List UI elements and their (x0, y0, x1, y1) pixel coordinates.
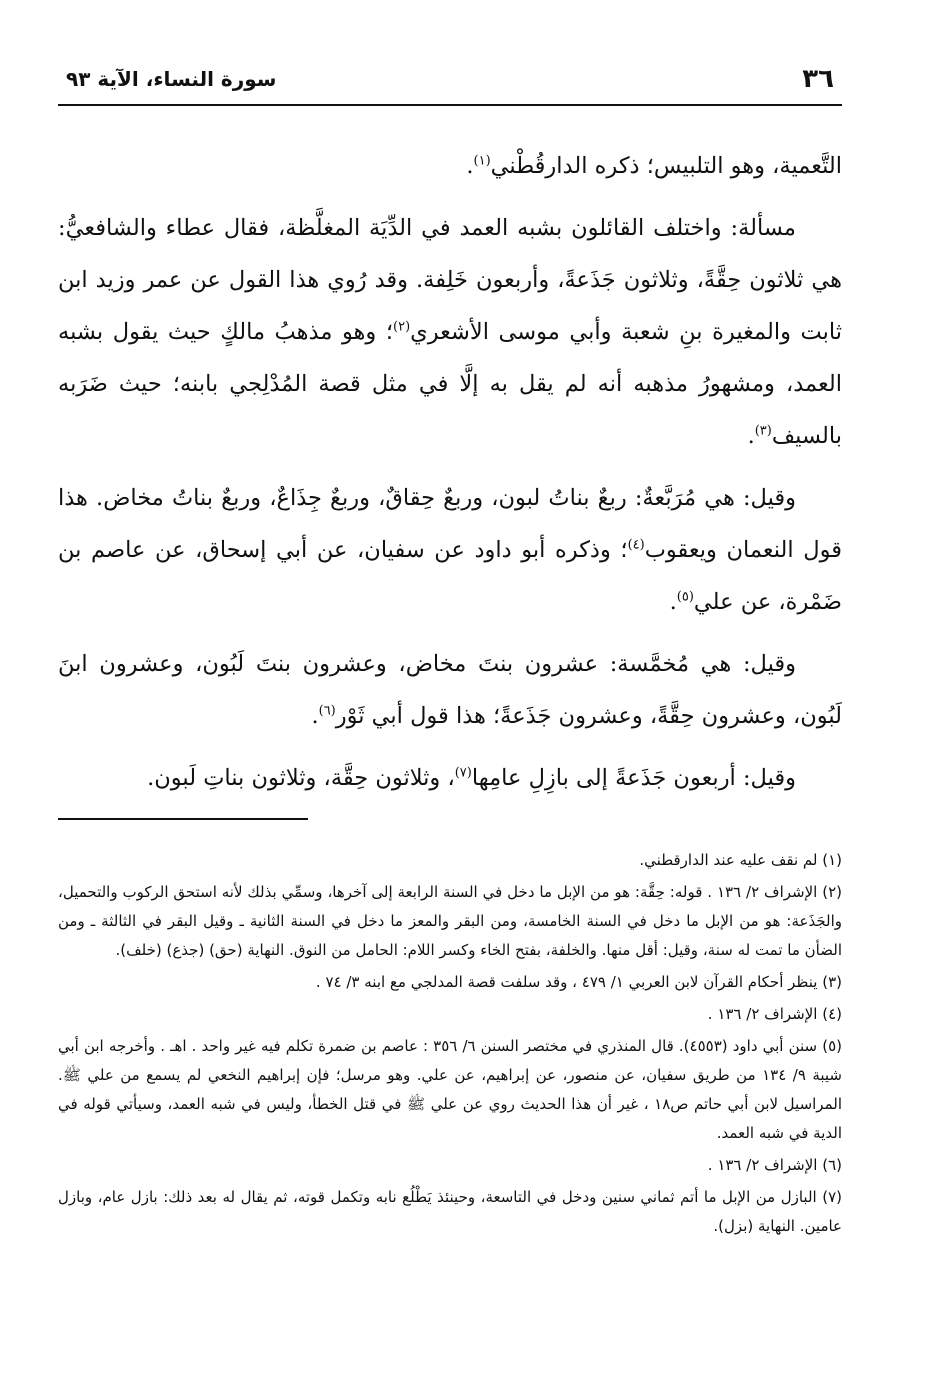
footnote-ref: (٢) (393, 319, 411, 335)
page-number: ٣٦ (802, 64, 834, 94)
main-text (58, 140, 842, 804)
footnote-item: (٢) الإشراف ٢/ ١٣٦ . قوله: حِقَّة: هو من الإبل ما دخل في السنة الرابعة إلى آخرها، وسمِّي بذلك لأنه استحق الركوب والتحميل، والجَذَعة: هو من الإبل ما دخل في السنة الخامسة، ومن البقر والمعز ما دخل في السنة الثانية ـ وقيل البقر في الثالثة ـ ومن الضأن ما تمت له سنة، وقيل: أقل منها. والخلفة، بفتح الخاء وكسر اللام: الحامل من النوق. النهاية (حق) (جذع) (خلف). (58, 883, 842, 959)
paragraph-5: وقيل: أربعون جَذَعةً إلى بازِلِ عامِها$^{(٧)}$، وثلاثون حِقَّة، وثلاثون بناتِ لَبون. (147, 765, 796, 791)
header-rule (58, 104, 842, 106)
footnote-item: (٤) الإشراف ٢/ ١٣٦ . (707, 1005, 842, 1023)
paragraph-4: وقيل: هي مُخمَّسة: عشرون بنتَ مخاض، وعشرون بنتَ لَبُون، وعشرون ابنَ لَبُون، وعشرون حِقَّةً، وعشرون جَذَعةً؛ هذا قول أبي ثَوْر$^{(٦)}$. (58, 651, 842, 729)
paragraph-2: مسألة: واختلف القائلون بشبه العمد في الدِّيَة المغلَّظة، فقال عطاء والشافعيُّ: هي ثلاثون حِقَّةً، وثلاثون جَذَعةً، وأربعون خَلِفة. وقد رُوي هذا القول عن عمر وزيد ابن ثابت والمغيرة بنِ شعبة وأبي موسى الأشعري$^{(٢)}$؛ وهو مذهبُ مالكٍ حيث يقول بشبه العمد، ومشهورُ مذهبه أنه لم يقل به إلَّا في مثل قصة المُدْلِجي بابنه؛ حيث ضَرَبه بالسيف$^{(٣)}$. (58, 215, 842, 449)
footnote-item: (٥) سنن أبي داود (٤٥٥٣). قال المنذري في مختصر السنن ٦/ ٣٥٦ : عاصم بن ضمرة تكلم فيه غير واحد . اهـ . وأخرجه ابن أبي شيبة ٩/ ١٣٤ من طريق سفيان، عن منصور، عن إبراهيم، عن علي. وهو مرسل؛ فإن إبراهيم النخعي لم يسمع من علي ﷺ. المراسيل لابن أبي حاتم ص١٨ ، غير أن هذا الحديث روي عن علي ﷺ في قتل الخطأ، وليس في شبه العمد، وسيأتي قوله في الدية في شبه العمد. (58, 1037, 843, 1142)
footnote-item: (٣) ينظر أحكام القرآن لابن العربي ١/ ٤٧٩ ، وقد سلفت قصة المدلجي مع ابنه ٣/ ٧٤ . (315, 973, 842, 991)
footnote-ref: (٥) (676, 589, 694, 605)
book-page (58, 58, 842, 1244)
footnote-item: (٧) البازل من الإبل ما أتم ثماني سنين ودخل في التاسعة، وحينئذ يَطْلُع نابه وتكمل قوته، ثم يقال له بعد ذلك: بازل عام، وبازل عامين. النهاية (بزل). (58, 1188, 842, 1235)
footnote-ref: (٣) (754, 423, 772, 439)
footnote-ref: (٧) (454, 765, 472, 781)
footnote-separator (58, 818, 308, 820)
footnotes (58, 846, 842, 1241)
paragraph-3: وقيل: هي مُرَبَّعةٌ: ربعٌ بناتُ لبون، وربعٌ حِقاقٌ، وربعٌ جِذَاعٌ، وربعٌ بناتُ مخاض. هذا قول النعمان ويعقوب$^{(٤)}$؛ وذكره أبو داود عن سفيان، عن أبي إسحاق، عن عاصم بن ضَمْرة، عن علي$^{(٥)}$. (58, 485, 842, 615)
paragraph-1: التَّعمية، وهو التلبيس؛ ذكره الدارقُطْني$^{(١)}$. (466, 153, 842, 179)
footnote-ref: (٦) (318, 703, 336, 719)
footnote-ref: (٤) (627, 537, 645, 553)
page-header (58, 58, 842, 100)
running-title: سورة النساء، الآية ٩٣ (66, 67, 277, 91)
footnote-item: (١) لم نقف عليه عند الدارقطني. (639, 851, 842, 869)
footnote-ref: (١) (473, 153, 491, 169)
footnote-item: (٦) الإشراف ٢/ ١٣٦ . (707, 1156, 842, 1174)
